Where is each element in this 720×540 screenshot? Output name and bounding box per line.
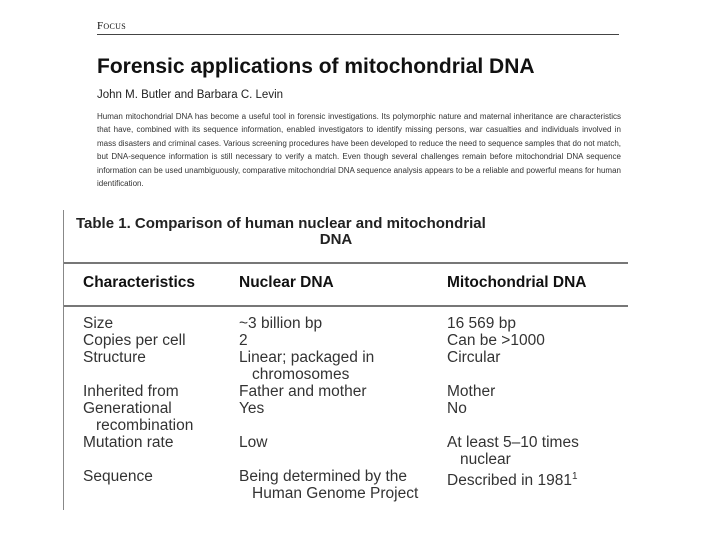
- table-cell-nuclear: [239, 349, 444, 383]
- table-cell-characteristic: Inherited from: [83, 383, 179, 400]
- table-cell-nuclear-line-1: Linear; packaged in: [239, 349, 375, 366]
- table-header-rule: [64, 305, 628, 307]
- table-cell-characteristic-line-2: recombination: [96, 417, 194, 434]
- table-cell-nuclear: Father and mother: [239, 383, 367, 400]
- table-cell-characteristic-line-1: Generational: [83, 400, 172, 417]
- table-title-line-2: DNA: [319, 231, 353, 248]
- table-cell-mito: Mother: [447, 383, 496, 400]
- reference-superscript: 1: [571, 471, 578, 482]
- table-cell-mito: [447, 468, 627, 489]
- table-cell-mito: [447, 434, 627, 468]
- article-authors: John M. Butler and Barbara C. Levin: [97, 89, 284, 101]
- table-cell-nuclear: ~3 billion bp: [239, 315, 323, 332]
- table-cell-nuclear: 2: [239, 332, 248, 349]
- table-cell-characteristic: Mutation rate: [83, 434, 174, 451]
- table-cell-mito: 16 569 bp: [447, 315, 516, 332]
- article-abstract: Human mitochondrial DNA has become a useful tool in forensic investigations. Its polymorphic nature and maternal inheritance are characteristics that have, combined with its sequence information, enabled investigators to identify missing persons, war casualties and individuals involved in mass disasters and criminal cases. Various screening procedures have been developed to reduce the need to sequence samples that do not match, but DNA-sequence information is still necessary to verify a match. Even though several challenges remain before mitochondrial DNA sequence information can be used unambiguously, comparative mitochondrial DNA sequence analysis appears to be a reliable and powerful means for human identification.: [97, 112, 621, 189]
- table-cell-characteristic: Structure: [83, 349, 146, 366]
- table-cell-characteristic: Sequence: [83, 468, 153, 485]
- column-header-mitochondrial-dna: Mitochondrial DNA: [447, 274, 587, 291]
- table-cell-mito: Can be >1000: [447, 332, 545, 349]
- section-label: Focus: [97, 20, 126, 32]
- table-cell-mito-text: Described in 1981: [447, 472, 572, 490]
- table-cell-mito: No: [447, 400, 467, 417]
- table-cell-characteristic: Size: [83, 315, 114, 332]
- table-title-line-1: Table 1. Comparison of human nuclear and mitochondrial: [76, 215, 486, 232]
- table-cell-nuclear-line-2: chromosomes: [252, 366, 350, 383]
- comparison-table: [63, 210, 628, 510]
- table-cell-nuclear-line-1: Being determined by the: [239, 468, 408, 485]
- table-cell-mito-line-1: At least 5–10 times: [447, 434, 579, 451]
- article-title: Forensic applications of mitochondrial DNA: [97, 55, 535, 78]
- column-header-nuclear-dna: Nuclear DNA: [239, 274, 334, 291]
- table-cell-nuclear: Low: [239, 434, 268, 451]
- table-title: [76, 216, 596, 248]
- table-cell-mito-line-2: nuclear: [460, 451, 511, 468]
- table-cell-characteristic: Copies per cell: [83, 332, 186, 349]
- table-cell-mito: Circular: [447, 349, 501, 366]
- header-rule: [97, 34, 619, 35]
- table-cell-nuclear-line-2: Human Genome Project: [252, 485, 419, 502]
- table-cell-characteristic: [83, 400, 233, 434]
- column-header-characteristics: Characteristics: [83, 274, 196, 291]
- table-cell-nuclear: [239, 468, 444, 502]
- table-top-rule: [64, 262, 628, 264]
- table-cell-nuclear: Yes: [239, 400, 265, 417]
